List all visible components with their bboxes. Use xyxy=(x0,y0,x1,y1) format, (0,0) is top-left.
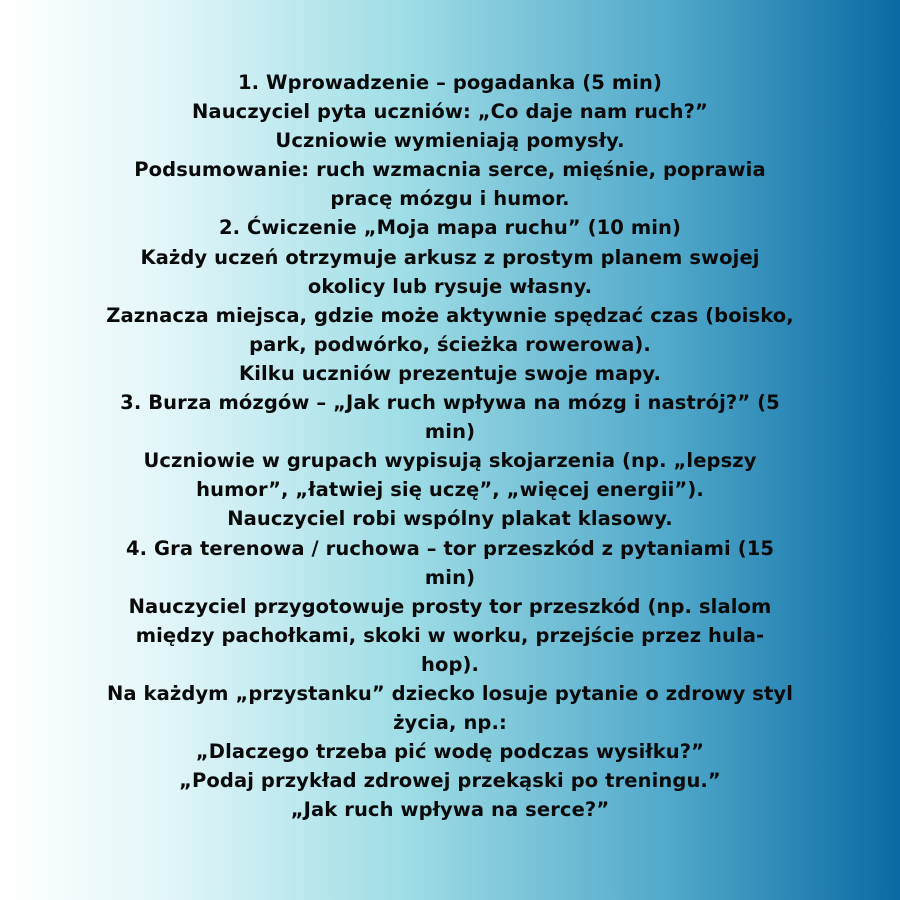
text-line: między pachołkami, skoki w worku, przejście przez hula- xyxy=(135,623,765,647)
text-line: okolicy lub rysuje własny. xyxy=(307,274,593,298)
text-line: Nauczyciel robi wspólny plakat klasowy. xyxy=(227,507,673,531)
text-line: hop). xyxy=(420,652,480,676)
text-line: Zaznacza miejsca, gdzie może aktywnie spędzać czas (boisko, xyxy=(106,303,794,327)
text-line: Na każdym „przystanku” dziecko losuje pytanie o zdrowy styl xyxy=(106,681,794,705)
text-line: park, podwórko, ścieżka rowerowa). xyxy=(249,332,651,356)
text-line: Uczniowie wymieniają pomysły. xyxy=(275,129,625,153)
text-line: Każdy uczeń otrzymuje arkusz z prostym planem swojej xyxy=(140,245,760,269)
text-line: Nauczyciel przygotowuje prosty tor przeszkód (np. slalom xyxy=(128,594,772,618)
section-heading-brainstorm: 3. Burza mózgów – „Jak ruch wpływa na mózg i nastrój?” (5 xyxy=(120,391,780,415)
section-heading-exercise: 2. Ćwiczenie „Moja mapa ruchu” (10 min) xyxy=(218,216,682,240)
text-line: Kilku uczniów prezentuje swoje mapy. xyxy=(239,361,661,385)
section-heading-introduction: 1. Wprowadzenie – pogadanka (5 min) xyxy=(237,71,663,94)
text-line: Podsumowanie: ruch wzmacnia serce, mięśnie, poprawia xyxy=(134,158,766,182)
text-line: min) xyxy=(424,420,476,444)
text-line: humor”, „łatwiej się uczę”, „więcej energii”). xyxy=(196,478,704,502)
section-heading-game: 4. Gra terenowa / ruchowa – tor przeszkód z pytaniami (15 xyxy=(125,536,775,560)
text-line: życia, np.: xyxy=(393,711,507,735)
text-line: Nauczyciel pyta uczniów: „Co daje nam ruch?” xyxy=(192,100,708,124)
question-line: „Dlaczego trzeba pić wodę podczas wysiłku?” xyxy=(195,740,705,764)
text-line: pracę mózgu i humor. xyxy=(330,187,570,211)
question-line: „Podaj przykład zdrowej przekąski po treningu.” xyxy=(179,769,721,793)
lesson-plan-text xyxy=(0,68,900,824)
text-line: Uczniowie w grupach wypisują skojarzenia (np. „lepszy xyxy=(143,449,757,473)
text-line: min) xyxy=(424,565,476,589)
question-line: „Jak ruch wpływa na serce?” xyxy=(290,798,610,822)
